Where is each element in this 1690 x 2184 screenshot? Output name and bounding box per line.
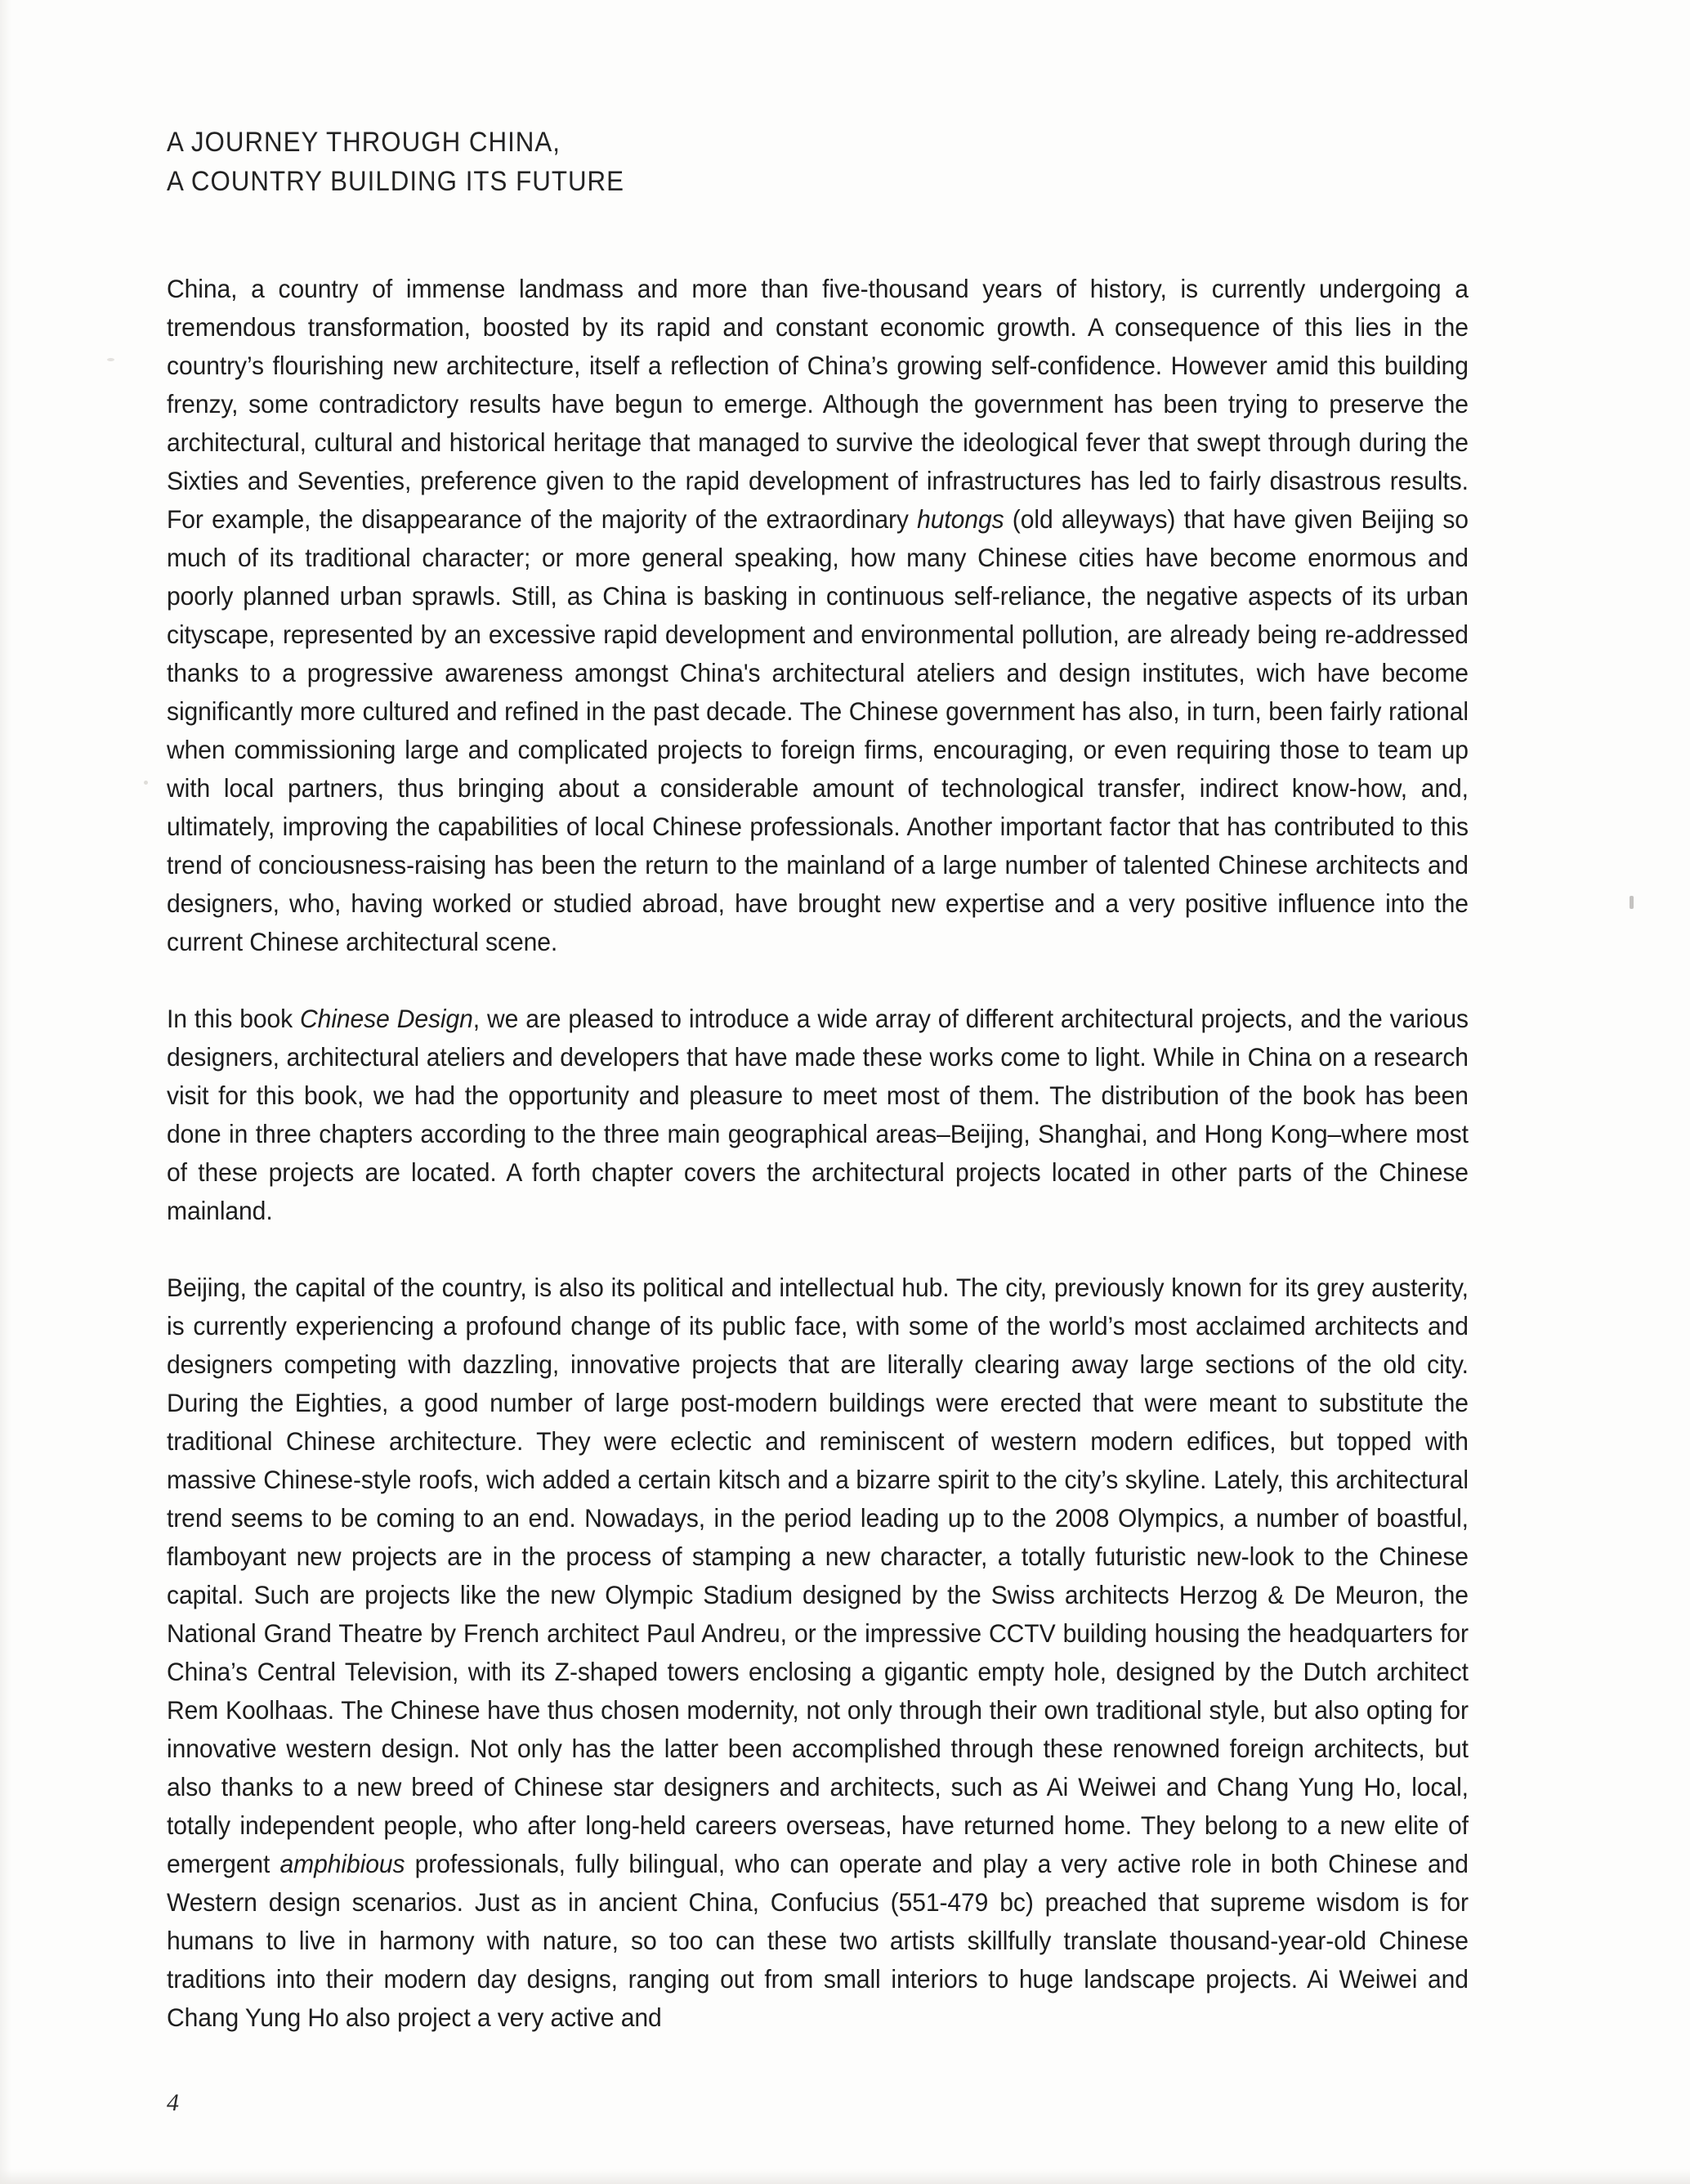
body-text: professionals, fully bilingual, who can operate and play a very active role in both Chinese and Western design scenarios. Just as in ancient China, Confucius (551-479 bc) preached that supreme wisdom is for humans to live in harmony with nature, so too can these two artists skillfully translate thousand-year-old Chinese traditions into their modern day designs, ranging out from small interiors to huge landscape projects. Ai Weiwei and Chang Yung Ho also project a very active and [167, 1849, 1469, 2032]
body-text: , we are pleased to introduce a wide array of different architectural projects, and the various designers, architectural ateliers and developers that have made these works come to light. While in China on a research visit for this book, we had the opportunity and pleasure to meet most of them. The distribution of the book has been done in three chapters according to the three main geographical areas–Beijing, Shanghai, and Hong Kong–where most of these projects are located. A forth chapter covers the architectural projects located in other parts of the Chinese mainland. [167, 1004, 1469, 1225]
scan-speck [1630, 896, 1634, 909]
paragraph-beijing [167, 1269, 1469, 2037]
header-line-1: A JOURNEY THROUGH CHINA, [167, 127, 561, 158]
document-header [167, 123, 1147, 201]
body-text: (old alleyways) that have given Beijing so much of its traditional character; or more general speaking, how many Chinese cities have become enormous and poorly planned urban sprawls. Still, as China is basking in continuous self-reliance, the negative aspects of its urban cityscape, represented by an excessive rapid development and environmental pollution, are already being re-addressed thanks to a progressive awareness amongst China's architectural ateliers and design institutes, wich have become significantly more cultured and refined in the past decade. The Chinese government has also, in turn, been fairly rational when commissioning large and complicated projects to foreign firms, encouraging, or even requiring those to team up with local partners, thus bringing about a considerable amount of technological transfer, indirect know-how, and, ultimately, improving the capabilities of local Chinese professionals. Another important factor that has contributed to this trend of conciousness-raising has been the return to the mainland of a large number of talented Chinese architects and designers, who, having worked or studied abroad, have brought new expertise and a very positive influence into the current Chinese architectural scene. [167, 504, 1469, 956]
emphasis-text: amphibious [279, 1849, 405, 1878]
body-text: In this book [167, 1004, 301, 1033]
scan-speck [107, 358, 114, 361]
header-line-2: A COUNTRY BUILDING ITS FUTURE [167, 166, 625, 197]
document-body [167, 270, 1530, 2037]
paragraph-intro-transformation [167, 270, 1469, 961]
paragraph-book-structure [167, 1000, 1469, 1230]
page-number: 4 [167, 2089, 179, 2116]
body-text: Beijing, the capital of the country, is also its political and intellectual hub. The city, previously known for its grey austerity, is currently experiencing a profound change of its public face, with some of the world’s most acclaimed architects and designers competing with dazzling, innovative projects that are literally clearing away large sections of the old city. During the Eighties, a good number of large post-modern buildings were erected that were meant to substitute the traditional Chinese architecture. They were eclectic and reminiscent of western modern edifices, but topped with massive Chinese-style roofs, wich added a certain kitsch and a bizarre spirit to the city’s skyline. Lately, this architectural trend seems to be coming to an end. Nowadays, in the period leading up to the 2008 Olympics, a number of boastful, flamboyant new projects are in the process of stamping a new character, a totally futuristic new-look to the Chinese capital. Such are projects like the new Olympic Stadium designed by the Swiss architects Herzog & De Meuron, the National Grand Theatre by French architect Paul Andreu, or the impressive CCTV building housing the headquarters for China’s Central Television, with its Z-shaped towers enclosing a gigantic empty hole, designed by the Dutch architect Rem Koolhaas. The Chinese have thus chosen modernity, not only through their own traditional style, but also opting for innovative western design. Not only has the latter been accomplished through these renowned foreign architects, but also thanks to a new breed of Chinese star designers and architects, such as Ai Weiwei and Chang Yung Ho, local, totally independent people, who after long-held careers overseas, have returned home. They belong to a new elite of emergent [167, 1273, 1469, 1878]
body-text: China, a country of immense landmass and more than five-thousand years of history, is currently undergoing a tremendous transformation, boosted by its rapid and constant economic growth. A consequence of this lies in the country’s flourishing new architecture, itself a reflection of China’s growing self-confidence. However amid this building frenzy, some contradictory results have begun to emerge. Although the government has been trying to preserve the architectural, cultural and historical heritage that managed to survive the ideological fever that swept through during the Sixties and Seventies, preference given to the rapid development of infrastructures has led to fairly disastrous results. For example, the disappearance of the majority of the extraordinary [167, 274, 1469, 534]
scan-speck [144, 781, 148, 785]
page-bottom-scan-edge [0, 2169, 1690, 2184]
emphasis-text: Chinese Design [300, 1004, 473, 1033]
emphasis-text: hutongs [917, 504, 1004, 534]
page-left-scan-edge [0, 0, 11, 2184]
